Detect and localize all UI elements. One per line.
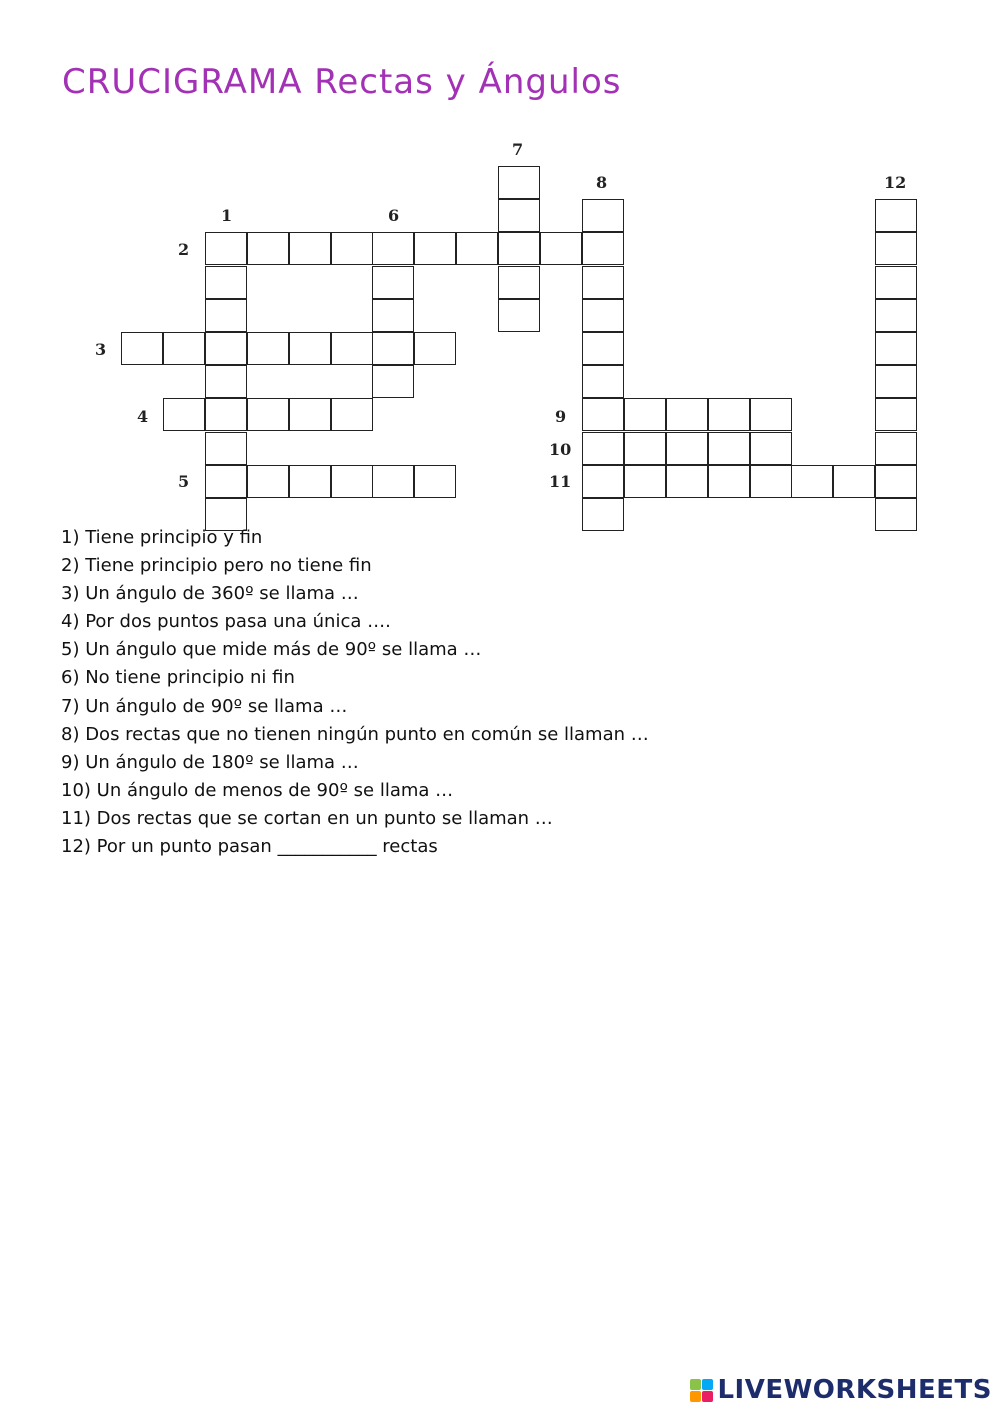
crossword-cell[interactable] [582, 398, 624, 431]
crossword-cell[interactable] [205, 232, 247, 265]
crossword-cell[interactable] [582, 232, 624, 265]
crossword-cell[interactable] [205, 365, 247, 398]
crossword-cell[interactable] [875, 199, 917, 232]
crossword-cell[interactable] [498, 199, 540, 232]
crossword-cell[interactable] [289, 465, 331, 498]
crossword-cell[interactable] [372, 299, 414, 332]
logo-square-icon [690, 1391, 701, 1402]
crossword-cell[interactable] [163, 398, 205, 431]
crossword-cell[interactable] [331, 398, 373, 431]
crossword-grid [0, 0, 1000, 520]
crossword-cell[interactable] [666, 432, 708, 465]
clue-list [61, 524, 649, 861]
crossword-cell[interactable] [372, 232, 414, 265]
crossword-cell[interactable] [163, 332, 205, 365]
clue-item: 8) Dos rectas que no tienen ningún punto en común se llaman … [61, 723, 649, 745]
clue-item: 9) Un ángulo de 180º se llama … [61, 751, 359, 773]
clue-number-label: 7 [512, 140, 524, 159]
crossword-cell[interactable] [414, 465, 456, 498]
crossword-cell[interactable] [498, 232, 540, 265]
crossword-cell[interactable] [247, 398, 289, 431]
clue-number-label: 4 [137, 407, 149, 426]
crossword-cell[interactable] [205, 465, 247, 498]
logo-square-icon [702, 1391, 713, 1402]
crossword-cell[interactable] [498, 166, 540, 199]
crossword-cell[interactable] [414, 332, 456, 365]
clue-item: 3) Un ángulo de 360º se llama … [61, 583, 359, 605]
crossword-cell[interactable] [624, 398, 666, 431]
crossword-cell[interactable] [750, 432, 792, 465]
crossword-cell[interactable] [666, 465, 708, 498]
crossword-cell[interactable] [247, 465, 289, 498]
crossword-cell[interactable] [582, 199, 624, 232]
crossword-cell[interactable] [456, 232, 498, 265]
crossword-cell[interactable] [708, 398, 750, 431]
clue-item: 6) No tiene principio ni fin [61, 667, 295, 689]
clue-number-label: 8 [596, 173, 608, 192]
crossword-cell[interactable] [582, 465, 624, 498]
crossword-cell[interactable] [205, 432, 247, 465]
clue-number-label: 10 [549, 440, 572, 459]
crossword-cell[interactable] [498, 266, 540, 299]
crossword-cell[interactable] [875, 465, 917, 498]
crossword-cell[interactable] [875, 398, 917, 431]
crossword-cell[interactable] [708, 465, 750, 498]
crossword-cell[interactable] [582, 332, 624, 365]
crossword-cell[interactable] [750, 398, 792, 431]
crossword-cell[interactable] [624, 465, 666, 498]
crossword-cell[interactable] [875, 365, 917, 398]
brand-name: LIVEWORKSHEETS [717, 1375, 992, 1405]
crossword-cell[interactable] [833, 465, 875, 498]
crossword-cell[interactable] [247, 232, 289, 265]
crossword-cell[interactable] [372, 332, 414, 365]
page-title: CRUCIGRAMA Rectas y Ángulos [62, 62, 622, 102]
crossword-cell[interactable] [582, 266, 624, 299]
crossword-cell[interactable] [289, 398, 331, 431]
crossword-cell[interactable] [372, 365, 414, 398]
clue-number-label: 3 [95, 340, 107, 359]
crossword-cell[interactable] [289, 332, 331, 365]
crossword-cell[interactable] [289, 232, 331, 265]
clue-item: 12) Por un punto pasan ___________ rectas [61, 836, 438, 858]
clue-number-label: 2 [178, 240, 190, 259]
crossword-cell[interactable] [205, 266, 247, 299]
crossword-cell[interactable] [875, 432, 917, 465]
crossword-cell[interactable] [666, 398, 708, 431]
clue-number-label: 12 [884, 173, 907, 192]
crossword-cell[interactable] [582, 365, 624, 398]
crossword-cell[interactable] [372, 266, 414, 299]
clue-number-label: 5 [178, 472, 190, 491]
clue-number-label: 1 [221, 206, 233, 225]
crossword-cell[interactable] [875, 232, 917, 265]
crossword-cell[interactable] [205, 398, 247, 431]
crossword-cell[interactable] [331, 332, 373, 365]
clue-item: 11) Dos rectas que se cortan en un punto se llaman … [61, 807, 553, 829]
clue-number-label: 11 [549, 472, 572, 491]
crossword-cell[interactable] [875, 299, 917, 332]
crossword-cell[interactable] [750, 465, 792, 498]
crossword-cell[interactable] [414, 232, 456, 265]
clue-item: 5) Un ángulo que mide más de 90º se llama … [61, 639, 482, 661]
clue-item: 2) Tiene principio pero no tiene fin [61, 555, 372, 577]
crossword-cell[interactable] [540, 232, 582, 265]
crossword-cell[interactable] [247, 332, 289, 365]
clue-item: 1) Tiene principio y fin [61, 527, 263, 548]
crossword-cell[interactable] [875, 498, 917, 531]
crossword-cell[interactable] [205, 299, 247, 332]
clue-item: 4) Por dos puntos pasa una única …. [61, 611, 391, 633]
crossword-cell[interactable] [498, 299, 540, 332]
crossword-cell[interactable] [582, 299, 624, 332]
crossword-cell[interactable] [205, 332, 247, 365]
crossword-cell[interactable] [331, 465, 373, 498]
logo-square-icon [690, 1379, 701, 1390]
crossword-cell[interactable] [121, 332, 163, 365]
footer-brand [690, 1375, 992, 1405]
clue-item: 7) Un ángulo de 90º se llama … [61, 695, 348, 717]
crossword-cell[interactable] [708, 432, 750, 465]
clue-number-label: 6 [388, 206, 400, 225]
logo-square-icon [702, 1379, 713, 1390]
crossword-cell[interactable] [875, 332, 917, 365]
clue-item: 10) Un ángulo de menos de 90º se llama … [61, 779, 454, 801]
crossword-cell[interactable] [624, 432, 666, 465]
crossword-cell[interactable] [582, 432, 624, 465]
crossword-cell[interactable] [331, 232, 373, 265]
crossword-cell[interactable] [372, 465, 414, 498]
crossword-cell[interactable] [791, 465, 833, 498]
liveworksheets-logo-icon [690, 1379, 713, 1402]
clue-number-label: 9 [555, 407, 567, 426]
crossword-cell[interactable] [875, 266, 917, 299]
